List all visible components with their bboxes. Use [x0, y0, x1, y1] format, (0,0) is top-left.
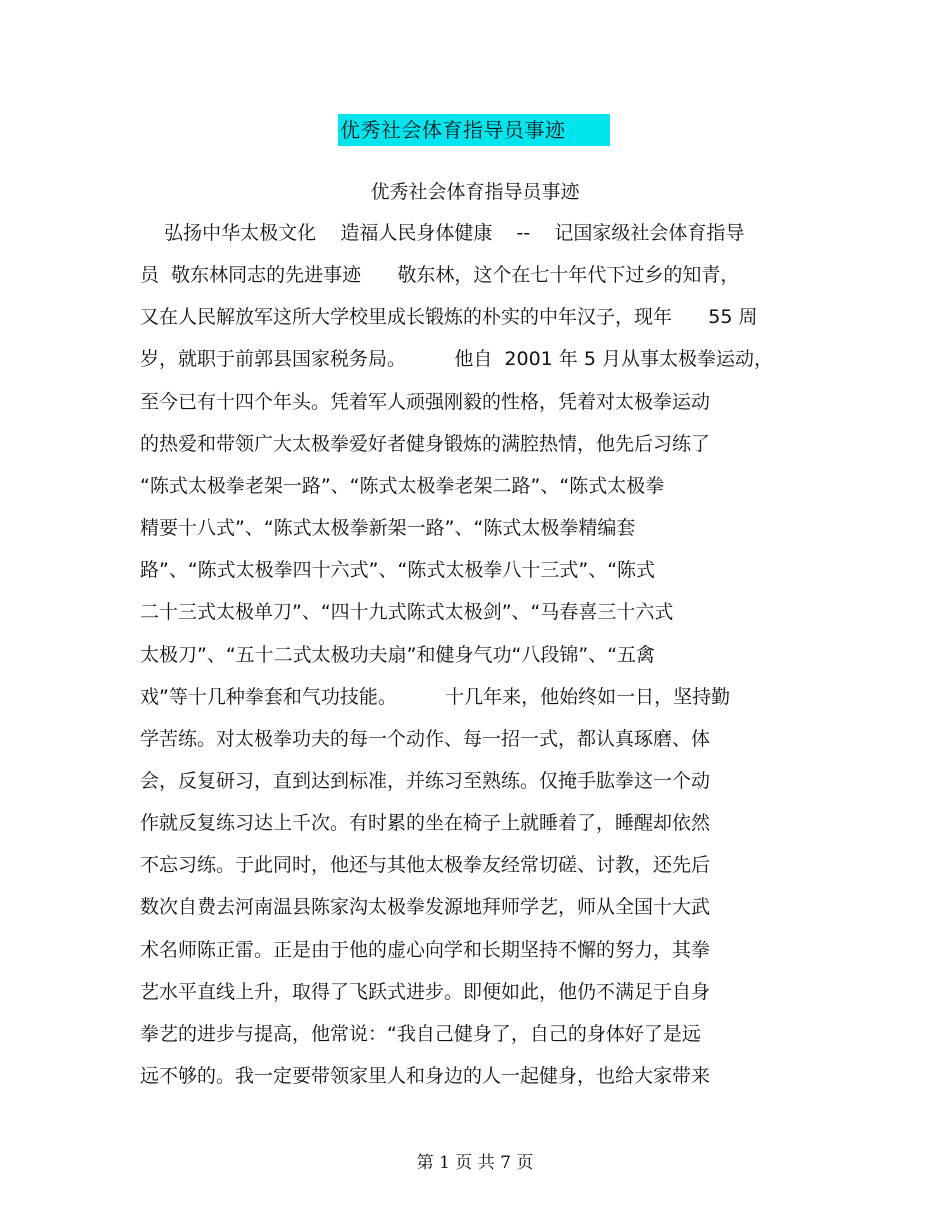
body-line: 数次自费去河南温县陈家沟太极拳发源地拜师学艺，师从全国十大武	[140, 896, 711, 918]
document-title	[338, 114, 610, 146]
body-line: 作就反复练习达上千次。有时累的坐在椅子上就睡着了，睡醒却依然	[140, 812, 711, 834]
body-line: 艺水平直线上升，取得了飞跃式进步。即便如此，他仍不满足于自身	[140, 981, 711, 1003]
body-line: “陈式太极拳老架一路”、“陈式太极拳老架二路”、“陈式太极拳	[140, 475, 665, 497]
body-line: 弘扬中华太极文化 造福人民身体健康 -- 记国家级社会体育指导	[140, 222, 745, 244]
body-line: 术名师陈正雷。正是由于他的虚心向学和长期坚持不懈的努力，其拳	[140, 939, 711, 961]
body-line: 不忘习练。于此同时，他还与其他太极拳友经常切磋、讨教，还先后	[140, 854, 711, 876]
body-line: 员 敬东林同志的先进事迹 敬东林，这个在七十年代下过乡的知青，	[140, 264, 740, 286]
document-subtitle: 优秀社会体育指导员事迹	[370, 181, 580, 203]
body-line: 路”、“陈式太极拳四十六式”、“陈式太极拳八十三式”、“陈式	[140, 559, 656, 581]
body-line: 二十三式太极单刀”、“四十九式陈式太极剑”、“马春喜三十六式	[140, 601, 674, 623]
body-line: 远不够的。我一定要带领家里人和身边的人一起健身，也给大家带来	[140, 1065, 711, 1087]
body-line: 戏”等十几种拳套和气功技能。 十几年来，他始终如一日，坚持勤	[140, 686, 731, 708]
page-footer: 第 1 页 共 7 页	[416, 1153, 534, 1173]
body-line: 又在人民解放军这所大学校里成长锻炼的朴实的中年汉子，现年 55 周	[140, 306, 758, 328]
body-line: 会，反复研习，直到达到标准，并练习至熟练。仅掩手肱拳这一个动	[140, 770, 711, 792]
body-line: 的热爱和带领广大太极拳爱好者健身锻炼的满腔热情，他先后习练了	[140, 433, 711, 455]
body-line: 至今已有十四个年头。凭着军人顽强刚毅的性格，凭着对太极拳运动	[140, 391, 711, 413]
body-line: 精要十八式”、“陈式太极拳新架一路”、“陈式太极拳精编套	[140, 517, 636, 539]
document-title-text: 优秀社会体育指导员事迹	[340, 118, 566, 142]
body-line: 学苦练。对太极拳功夫的每一个动作、每一招一式，都认真琢磨、体	[140, 728, 711, 750]
body-line: 拳艺的进步与提高，他常说：“我自己健身了，自己的身体好了是远	[140, 1023, 701, 1045]
body-line: 太极刀”、“五十二式太极功夫扇”和健身气功“八段锦”、“五禽	[140, 644, 656, 666]
body-line: 岁，就职于前郭县国家税务局。 他自 2001 年 5 月从事太极拳运动，	[140, 348, 773, 370]
